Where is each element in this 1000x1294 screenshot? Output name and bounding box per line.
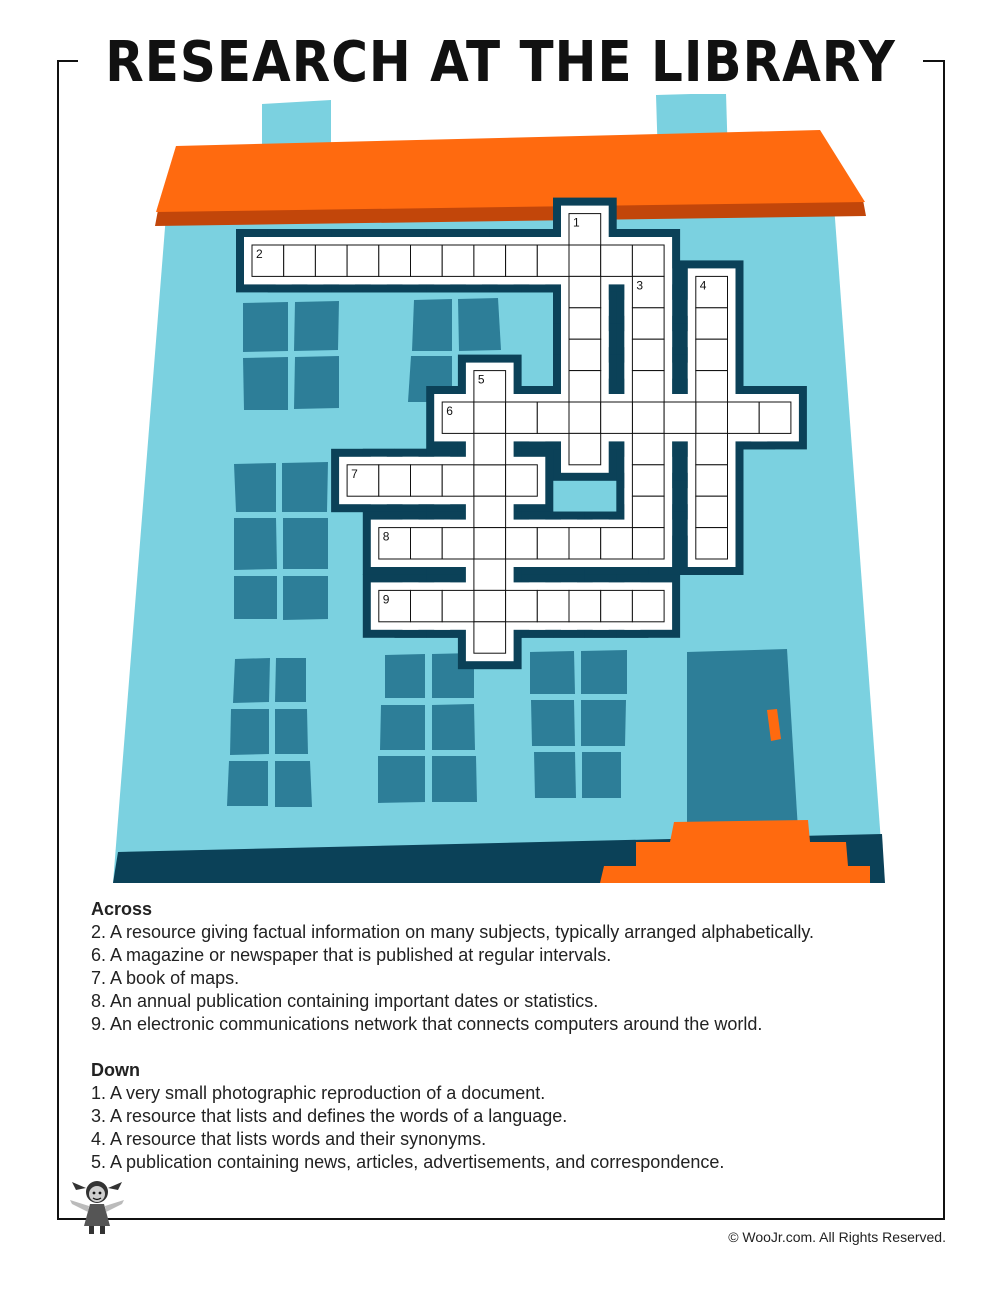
crossword-cell[interactable] bbox=[632, 465, 664, 496]
crossword-cell[interactable] bbox=[442, 590, 474, 621]
page-title: RESEARCH AT THE LIBRARY bbox=[105, 29, 896, 95]
crossword-cell[interactable] bbox=[632, 433, 664, 464]
clue-number: 6 bbox=[446, 404, 453, 418]
crossword-cell[interactable] bbox=[474, 528, 506, 559]
clue-number: 1 bbox=[573, 215, 580, 230]
crossword-cell[interactable] bbox=[442, 245, 474, 276]
crossword-cell[interactable] bbox=[506, 402, 538, 433]
crossword-cell[interactable] bbox=[347, 245, 379, 276]
crossword-cell[interactable] bbox=[569, 245, 601, 276]
crossword-cell[interactable] bbox=[632, 245, 664, 276]
crossword-cell[interactable] bbox=[315, 245, 347, 276]
across-clue: 7. A book of maps. bbox=[91, 968, 240, 988]
down-heading: Down bbox=[91, 1060, 140, 1080]
crossword-cell[interactable] bbox=[506, 245, 538, 276]
crossword-cell[interactable] bbox=[506, 465, 538, 496]
crossword-cell[interactable] bbox=[569, 528, 601, 559]
crossword-cell[interactable] bbox=[569, 433, 601, 464]
crossword-cell[interactable] bbox=[632, 308, 664, 339]
crossword-cell[interactable] bbox=[601, 528, 633, 559]
title-banner bbox=[78, 30, 923, 94]
crossword-cell[interactable] bbox=[601, 245, 633, 276]
across-clue: 8. An annual publication containing important dates or statistics. bbox=[91, 991, 599, 1011]
crossword-cell[interactable] bbox=[474, 559, 506, 590]
across-clue-list bbox=[91, 921, 951, 1036]
across-block bbox=[91, 898, 951, 1036]
across-clue: 9. An electronic communications network that connects computers around the world. bbox=[91, 1014, 763, 1034]
crossword-cell[interactable] bbox=[537, 245, 569, 276]
crossword-cell[interactable] bbox=[474, 496, 506, 527]
crossword-cell[interactable] bbox=[474, 622, 506, 653]
crossword-cell[interactable] bbox=[632, 371, 664, 402]
crossword-cell[interactable] bbox=[728, 402, 760, 433]
crossword-cell[interactable] bbox=[442, 528, 474, 559]
crossword-cell[interactable] bbox=[601, 402, 633, 433]
crossword-cell[interactable] bbox=[696, 339, 728, 370]
crossword-cell[interactable] bbox=[411, 590, 443, 621]
down-block bbox=[91, 1059, 951, 1174]
crossword-cell[interactable] bbox=[411, 528, 443, 559]
clue-number: 8 bbox=[382, 529, 390, 544]
crossword-cell[interactable] bbox=[442, 465, 474, 496]
crossword-cell[interactable] bbox=[569, 276, 601, 307]
crossword-cell[interactable] bbox=[506, 590, 538, 621]
crossword-cell[interactable] bbox=[664, 402, 696, 433]
crossword-cell[interactable] bbox=[601, 590, 633, 621]
crossword-cell[interactable] bbox=[537, 590, 569, 621]
down-clue: 4. A resource that lists words and their synonyms. bbox=[91, 1129, 487, 1149]
mascot-icon bbox=[62, 1178, 132, 1238]
down-clue: 5. A publication containing news, articles, advertisements, and correspondence. bbox=[91, 1152, 725, 1172]
clues-section bbox=[91, 898, 951, 1174]
crossword-cell[interactable] bbox=[696, 371, 728, 402]
crossword-cell[interactable] bbox=[569, 402, 601, 433]
crossword-cell[interactable] bbox=[537, 528, 569, 559]
down-clue: 3. A resource that lists and defines the words of a language. bbox=[91, 1106, 568, 1126]
crossword-cell[interactable] bbox=[696, 465, 728, 496]
door bbox=[687, 649, 798, 832]
clue-number: 7 bbox=[351, 466, 358, 481]
crossword-cell[interactable] bbox=[632, 339, 664, 370]
crossword-cell[interactable] bbox=[569, 590, 601, 621]
across-clue: 6. A magazine or newspaper that is published at regular intervals. bbox=[91, 945, 612, 965]
clue-number: 9 bbox=[382, 592, 390, 607]
down-clue-list bbox=[91, 1082, 951, 1174]
crossword-cell[interactable] bbox=[632, 496, 664, 527]
crossword-cell[interactable] bbox=[474, 245, 506, 276]
crossword-cell[interactable] bbox=[569, 339, 601, 370]
across-heading: Across bbox=[91, 899, 153, 919]
crossword-cell[interactable] bbox=[696, 308, 728, 339]
crossword-cell[interactable] bbox=[696, 433, 728, 464]
crossword-cell[interactable] bbox=[696, 496, 728, 527]
crossword-cell[interactable] bbox=[284, 245, 316, 276]
crossword-cell[interactable] bbox=[474, 465, 506, 496]
crossword-cell[interactable] bbox=[759, 402, 791, 433]
crossword-cell[interactable] bbox=[379, 245, 411, 276]
clue-number: 2 bbox=[256, 247, 263, 261]
crossword-cell[interactable] bbox=[474, 433, 506, 464]
crossword-cell[interactable] bbox=[569, 371, 601, 402]
down-clue: 1. A very small photographic reproduction of a document. bbox=[91, 1083, 546, 1103]
crossword-cell[interactable] bbox=[474, 402, 506, 433]
crossword-cell[interactable] bbox=[506, 528, 538, 559]
copyright-text: © WooJr.com. All Rights Reserved. bbox=[728, 1229, 946, 1245]
crossword-cell[interactable] bbox=[696, 528, 728, 559]
crossword-cell[interactable] bbox=[569, 308, 601, 339]
crossword-cell[interactable] bbox=[411, 465, 443, 496]
crossword-cell[interactable] bbox=[632, 528, 664, 559]
crossword-cell[interactable] bbox=[411, 245, 443, 276]
crossword-cell[interactable] bbox=[379, 465, 411, 496]
crossword-cell[interactable] bbox=[632, 590, 664, 621]
crossword-cell[interactable] bbox=[474, 590, 506, 621]
across-clue: 2. A resource giving factual information on many subjects, typically arranged alphabetically. bbox=[91, 922, 815, 942]
crossword-cell[interactable] bbox=[537, 402, 569, 433]
clue-number: 3 bbox=[636, 278, 644, 293]
crossword-cell[interactable] bbox=[696, 402, 728, 433]
crossword-cell[interactable] bbox=[632, 402, 664, 433]
clue-number: 4 bbox=[699, 278, 707, 293]
clue-number: 5 bbox=[477, 372, 485, 387]
